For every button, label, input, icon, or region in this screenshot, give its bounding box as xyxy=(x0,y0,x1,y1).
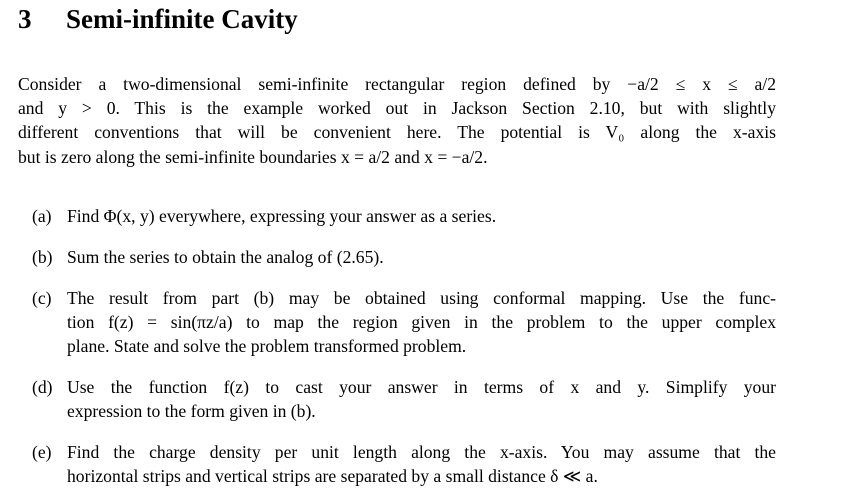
section-title: Semi-infinite Cavity xyxy=(66,4,298,34)
intro-paragraph xyxy=(18,72,776,169)
part-line: plane. State and solve the problem transformed problem. xyxy=(67,336,467,357)
part-text xyxy=(67,375,776,423)
section-heading xyxy=(18,4,298,35)
part-line: Use the function f(z) to cast your answer in terms of x and y. Simplify your xyxy=(67,377,776,397)
section-number: 3 xyxy=(18,4,32,34)
part-a xyxy=(18,204,776,228)
part-e xyxy=(18,440,776,488)
part-line: Find the charge density per unit length along the x-axis. You may assume that the xyxy=(67,442,776,462)
part-line: Find Φ(x, y) everywhere, expressing your answer as a series. xyxy=(67,206,497,226)
part-text xyxy=(67,204,776,228)
part-line: expression to the form given in (b). xyxy=(67,401,316,422)
part-label: (a) xyxy=(32,206,52,226)
part-label: (b) xyxy=(32,247,53,267)
part-text xyxy=(67,286,776,359)
intro-line: and y > 0. This is the example worked out in Jackson Section 2.10, but with slightly xyxy=(18,98,776,119)
intro-line: but is zero along the semi-infinite boundaries x = a/2 and x = −a/2. xyxy=(18,146,488,167)
part-b xyxy=(18,245,776,269)
part-c xyxy=(18,286,776,359)
intro-line: different conventions that will be convenient here. The potential is V₀ along the x-axis xyxy=(18,122,776,143)
part-line: tion f(z) = sin(πz/a) to map the region given in the problem to the upper complex xyxy=(67,312,776,333)
part-d xyxy=(18,375,776,423)
part-label: (d) xyxy=(32,377,53,397)
part-text xyxy=(67,440,776,488)
part-label: (e) xyxy=(32,442,52,462)
part-line: horizontal strips and vertical strips are separated by a small distance δ ≪ a. xyxy=(67,466,598,487)
intro-line: Consider a two-dimensional semi-infinite rectangular region defined by −a/2 ≤ x ≤ a/2 xyxy=(18,74,776,94)
part-line: The result from part (b) may be obtained using conformal mapping. Use the func- xyxy=(67,288,776,308)
part-line: Sum the series to obtain the analog of (2.65). xyxy=(67,247,384,267)
part-text xyxy=(67,245,776,269)
part-label: (c) xyxy=(32,288,52,308)
